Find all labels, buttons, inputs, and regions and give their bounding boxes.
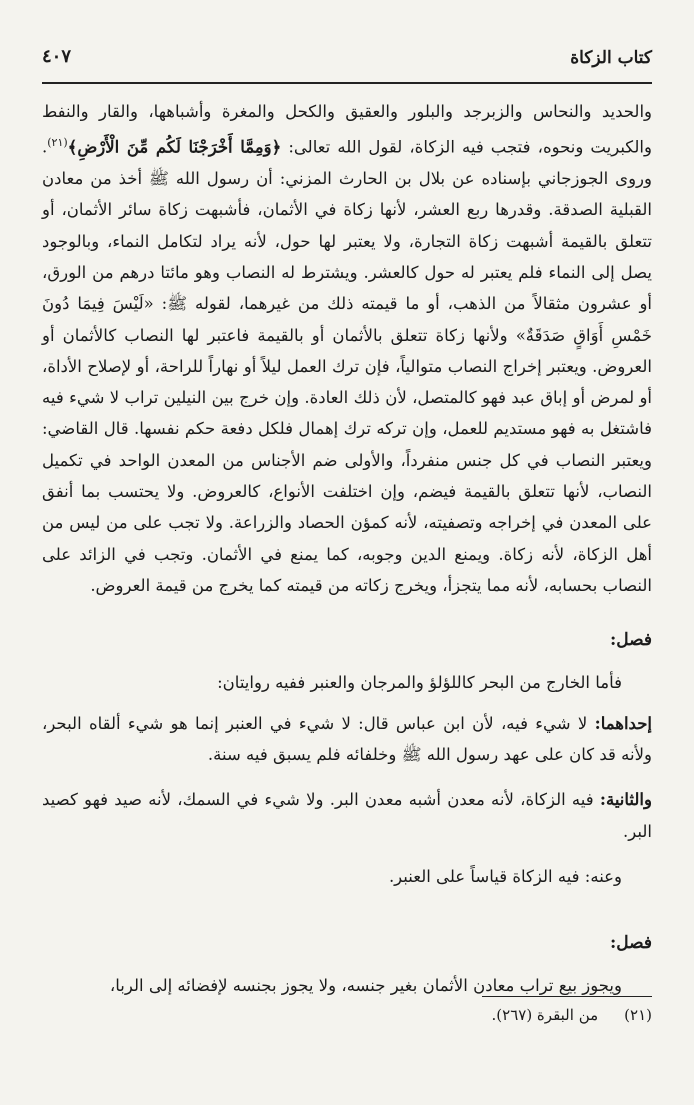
- page-body: [42, 96, 652, 1001]
- label-second: والثانية:: [599, 790, 652, 810]
- para1-text-c: ولأنها زكاة تتعلق بالأثمان أو بالقيمة فاعتبر لها النصاب كالأثمان أو العروض. ويعتبر إخراج النصاب متوالياً، فإن ترك العمل ليلاً أو نهاراً للراحة، أو لإصلاح الأداة، أو لمرض أو إباق عبد فهو كالمتصل، لأن ذلك العادة. وإن خرج بين النيلين تراب لا شيء فيه فاشتغل به فهو مستديم للعمل، وإن تركه ترك إهمال فلكل دفعة حكم نفسها. قال القاضي: ويعتبر النصاب في كل جنس منفرداً، والأولى ضم الأجناس من المعدن الواحد في تكميل النصاب، لأنها تتعلق بالقيمة فيضم، وإن اختلفت الأنواع، كالعروض. ولا يحتسب بما أنفق على المعدن في إخراجه وتصفيته، لأنه كمؤن الحصاد والزراعة. ولا تجب على من ليس من أهل الزكاة، لأنه زكاة. ويمنع الدين وجوبه، كما يمنع في الأثمان. وتجب في الزائد على النصاب بحسابه، لأنه مما يتجزأ، ويخرج زكاته من قيمته كما يخرج من قيمة العروض.: [42, 325, 652, 595]
- para1-text-a: والحديد والنحاس والزبرجد والبلور والعقيق والكحل والمغرة وأشباهها، والقار والنفط والكبريت ونحوه، فتجب فيه الزكاة، لقول الله تعالى:: [42, 102, 652, 157]
- para1-text-b: . وروى الجوزجاني بإسناده عن بلال بن الحارث المزني: أن رسول الله ﷺ أخذ من معادن القبلية الصدقة. وقدرها ربع العشر، لأنها زكاة في الأثمان، فأشبهت زكاة سائر الأثمان، أو تتعلق بالقيمة أشبهت زكاة التجارة، ولا يعتبر لها حول، لأنه يراد لتكامل النماء، وبالوجود يصل إلى النماء فلم يعتبر له حول كالعشر. ويشترط له النصاب وهو مائتا درهم من الورق، أو عشرون مثقالاً من الذهب، أو ما قيمته ذلك من غيرهما، لقوله ﷺ:: [42, 137, 652, 314]
- second-narration-text: فيه الزكاة، لأنه معدن أشبه معدن البر. ولا شيء في السمك، لأنه صيد فهو كصيد البر.: [42, 790, 652, 841]
- paragraph-sale-of-dust: ويجوز بيع تراب معادن الأثمان بغير جنسه، ولا يجوز بجنسه لإفضائه إلى الربا،: [109, 975, 622, 995]
- footnote-text: من البقرة (٢٦٧).: [491, 1006, 599, 1024]
- running-title: كتاب الزكاة: [570, 48, 652, 68]
- footnote-divider: [482, 996, 652, 997]
- hadith-quote: «لَيْسَ فِيمَا دُونَ خَمْسِ أَوَاقٍ صَدَقَةٌ»: [42, 294, 653, 345]
- footnote-ref: (٢١): [47, 136, 68, 150]
- section-heading-fasl-2: فصل:: [609, 933, 652, 954]
- page-header: [42, 42, 652, 84]
- footnote: [492, 1006, 652, 1024]
- footnote-number: (٢١): [624, 1006, 652, 1024]
- paragraph-first-narration: [42, 708, 652, 771]
- section-heading-fasl: فصل:: [609, 630, 652, 651]
- paragraph-minerals: [42, 96, 652, 601]
- paragraph-sea-extract: فأما الخارج من البحر كاللؤلؤ والمرجان والعنبر ففيه روايتان:: [217, 672, 622, 692]
- first-narration-text: لا شيء فيه، لأن ابن عباس قال: لا شيء في العنبر إنما هو شيء ألقاه البحر، ولأنه قد كان على عهد رسول الله ﷺ وخلفائه فلم يسبق فيه سنة.: [42, 713, 652, 765]
- page-number: ٤٠٧: [42, 46, 72, 67]
- quran-verse: ﴿وَمِمَّا أَخْرَجْنَا لَكُم مِّنَ الْأَرْضِ﴾: [67, 137, 282, 157]
- paragraph-another-view: وعنه: فيه الزكاة قياساً على العنبر.: [388, 867, 622, 887]
- label-first: إحداهما:: [594, 713, 652, 733]
- paragraph-second-narration: [42, 784, 652, 847]
